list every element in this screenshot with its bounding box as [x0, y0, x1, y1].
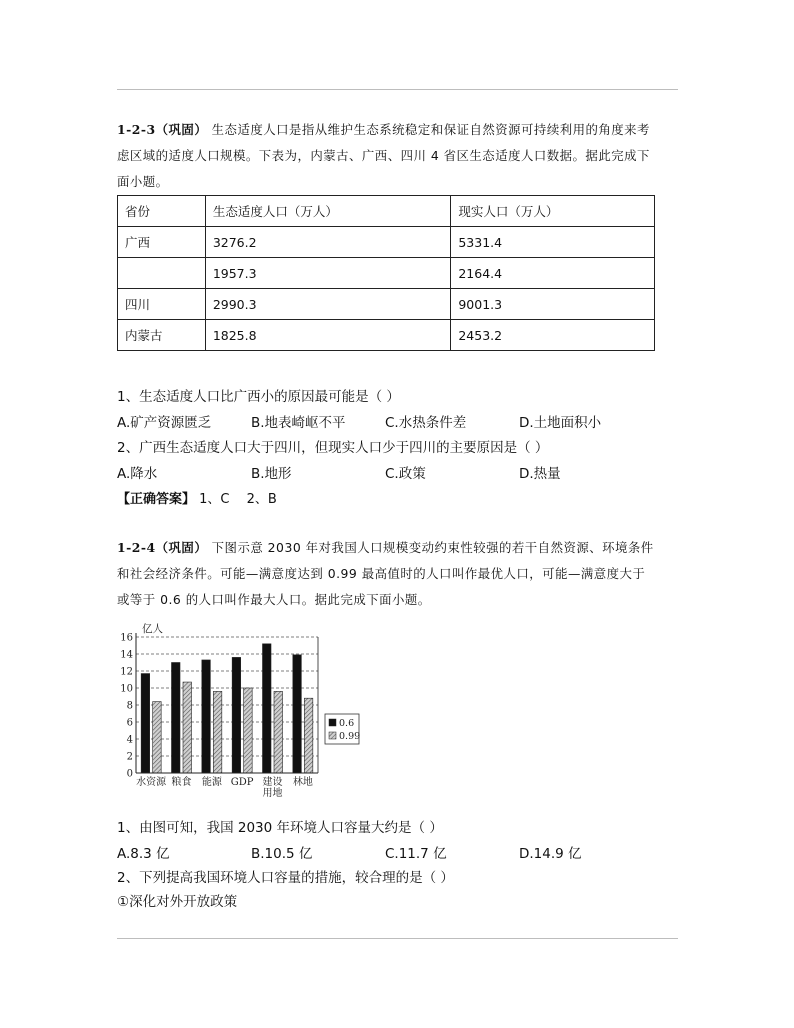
- option-c[interactable]: C.政策: [385, 466, 426, 482]
- q123-question1: 1、生态适度人口比广西小的原因最可能是（ ）: [117, 389, 400, 405]
- table-cell: 9001.3: [451, 289, 655, 320]
- y-tick-label: 0: [126, 768, 133, 780]
- option-a[interactable]: A.降水: [117, 466, 158, 482]
- table-cell: 1825.8: [205, 320, 451, 351]
- option-c[interactable]: C.水热条件差: [385, 415, 467, 431]
- q123-intro-line2: 虑区域的适度人口规模。下表为，内蒙古、广西、四川 4 省区生态适度人口数据。据此完成下: [117, 148, 650, 163]
- option-a[interactable]: A.矿产资源匮乏: [117, 415, 212, 431]
- y-tick-label: 14: [120, 649, 133, 661]
- q123-tag: 1-2-3（巩固）: [117, 122, 208, 137]
- table-cell: [118, 258, 206, 289]
- option-b[interactable]: B.地形: [251, 466, 292, 482]
- table-cell: 2164.4: [451, 258, 655, 289]
- q123-intro: [117, 117, 682, 195]
- legend-swatch: [329, 732, 336, 739]
- bar-0_6: [202, 660, 211, 773]
- q124-tag: 1-2-4（巩固）: [117, 540, 208, 555]
- table-cell: 四川: [118, 289, 206, 320]
- y-tick-label: 10: [120, 683, 133, 695]
- table-cell: 3276.2: [205, 227, 451, 258]
- y-tick-label: 6: [126, 717, 133, 729]
- q124-item1: ①深化对外开放政策: [117, 894, 238, 910]
- table-row: [118, 258, 655, 289]
- bar-0_6: [232, 657, 241, 773]
- bar-0_99: [244, 688, 253, 773]
- q124-question2: 2、下列提高我国环境人口容量的措施，较合理的是（ ）: [117, 870, 454, 886]
- table-row: [118, 289, 655, 320]
- table-header: 生态适度人口（万人）: [205, 196, 451, 227]
- y-tick-label: 2: [126, 751, 133, 763]
- option-a[interactable]: A.8.3 亿: [117, 846, 170, 862]
- bar-0_6: [293, 655, 302, 773]
- bar-0_6: [141, 674, 149, 773]
- q124-question1: 1、由图可知，我国 2030 年环境人口容量大约是（ ）: [117, 820, 443, 836]
- y-tick-label: 16: [120, 632, 133, 644]
- y-tick-label: 12: [120, 666, 133, 678]
- bar-0_6: [263, 644, 272, 773]
- table-cell: 1957.3: [205, 258, 451, 289]
- bar-0_99: [213, 691, 222, 773]
- legend-label: 0.99: [339, 731, 361, 742]
- legend-label: 0.6: [339, 718, 355, 729]
- table-cell: 2453.2: [451, 320, 655, 351]
- option-d[interactable]: D.土地面积小: [519, 415, 602, 431]
- y-tick-label: 8: [126, 700, 133, 712]
- table-cell: 内蒙古: [118, 320, 206, 351]
- x-tick-label: GDP: [230, 777, 254, 788]
- bar-0_6: [172, 663, 181, 774]
- option-b[interactable]: B.10.5 亿: [251, 846, 313, 862]
- top-divider: [117, 89, 678, 90]
- q124-intro-line1: 下图示意 2030 年对我国人口规模变动约束性较强的若干自然资源、环境条件: [211, 540, 654, 555]
- option-d[interactable]: D.热量: [519, 466, 561, 482]
- answer-text: 1、C 2、B: [199, 492, 277, 507]
- population-capacity-chart: [112, 618, 372, 800]
- table-cell: 5331.4: [451, 227, 655, 258]
- table-cell: 2990.3: [205, 289, 451, 320]
- q123-answer: [117, 488, 277, 507]
- legend-swatch: [329, 719, 336, 726]
- q123-question2: 2、广西生态适度人口大于四川，但现实人口少于四川的主要原因是（ ）: [117, 440, 549, 456]
- option-c[interactable]: C.11.7 亿: [385, 846, 447, 862]
- q123-intro-line3: 面小题。: [117, 174, 169, 189]
- bottom-divider: [117, 938, 678, 939]
- x-tick-label: 林地: [292, 777, 313, 788]
- table-header: 省份: [118, 196, 206, 227]
- answer-label: 【正确答案】: [117, 492, 196, 507]
- q124-intro: [117, 535, 682, 613]
- y-tick-label: 4: [126, 734, 133, 746]
- table-row: [118, 227, 655, 258]
- table-row: [118, 320, 655, 351]
- bar-0_99: [304, 698, 313, 773]
- x-tick-label: 水资源: [136, 777, 167, 788]
- x-tick-label: 建设: [262, 777, 283, 788]
- q124-intro-line3: 或等于 0.6 的人口叫作最大人口。据此完成下面小题。: [117, 592, 431, 607]
- bar-0_99: [153, 702, 162, 773]
- x-tick-label: 粮食: [171, 777, 192, 788]
- bar-0_99: [183, 682, 192, 773]
- table-header: 现实人口（万人）: [451, 196, 655, 227]
- population-table: [117, 195, 655, 351]
- q124-intro-line2: 和社会经济条件。可能—满意度达到 0.99 最高值时的人口叫作最优人口，可能—满意度大于: [117, 566, 646, 581]
- y-axis-label: 亿人: [142, 623, 163, 635]
- table-header-row: [118, 196, 655, 227]
- table-cell: 广西: [118, 227, 206, 258]
- bar-0_99: [274, 691, 283, 773]
- x-tick-label: 用地: [262, 788, 283, 799]
- q123-intro-line1: 生态适度人口是指从维护生态系统稳定和保证自然资源可持续利用的角度来考: [211, 122, 650, 137]
- option-d[interactable]: D.14.9 亿: [519, 846, 582, 862]
- x-tick-label: 能源: [201, 777, 222, 788]
- option-b[interactable]: B.地表崎岖不平: [251, 415, 346, 431]
